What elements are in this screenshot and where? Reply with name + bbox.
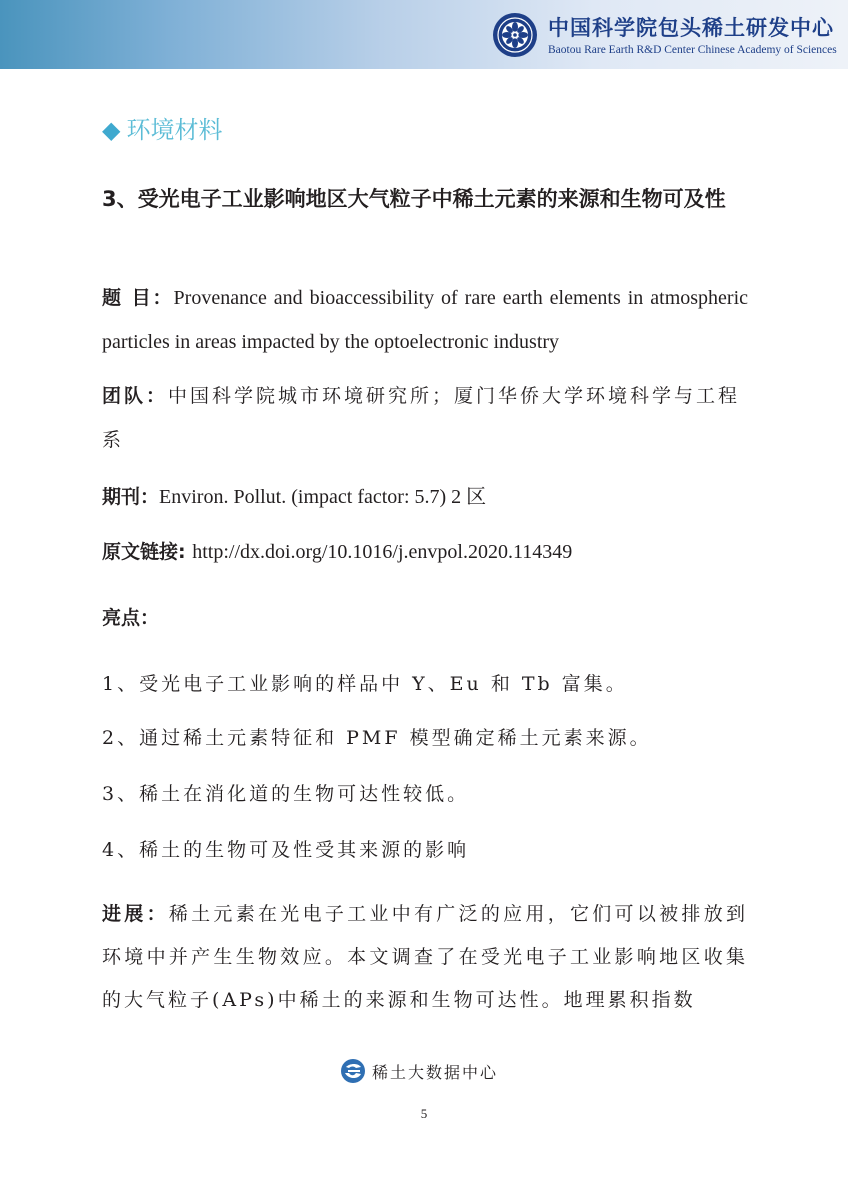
diamond-bullet-icon: ◆ <box>102 116 121 144</box>
journal-paragraph <box>102 475 748 519</box>
journal-label: 期刊： <box>102 486 160 508</box>
page-number: 5 <box>420 1106 428 1121</box>
team-paragraph <box>102 374 748 462</box>
journal-value: Environ. Pollut. (impact factor: 5.7) 2 区 <box>159 486 487 508</box>
highlights-paragraph <box>102 596 748 640</box>
section-title-text: 环境材料 <box>126 116 223 144</box>
footer-brand: 稀土大数据中心 <box>372 1063 499 1082</box>
highlight-item: 3、稀土在消化道的生物可达性较低。 <box>102 783 470 805</box>
big-data-center-logo-icon <box>340 1058 366 1084</box>
link-label: 原文链接: <box>102 541 193 563</box>
highlight-item: 2、通过稀土元素特征和 PMF 模型确定稀土元素来源。 <box>102 727 652 749</box>
topic-value: Provenance and bioaccessibility of rare earth elements in atmospheric particles in areas impacted by the optoelectronic industry <box>102 287 749 353</box>
header-banner <box>0 0 848 69</box>
topic-label: 题 目： <box>102 287 174 309</box>
topic-paragraph <box>102 276 748 364</box>
highlight-item: 1、受光电子工业影响的样品中 Y、Eu 和 Tb 富集。 <box>102 673 628 695</box>
progress-paragraph <box>102 893 748 1022</box>
doi-link[interactable]: http://dx.doi.org/10.1016/j.envpol.2020.114349 <box>192 541 573 563</box>
highlight-item: 4、稀土的生物可及性受其来源的影响 <box>102 839 470 861</box>
article-title: 3、受光电子工业影响地区大气粒子中稀土元素的来源和生物可及性 <box>102 187 726 211</box>
cas-logo-icon <box>492 12 538 58</box>
section-title <box>102 110 222 145</box>
team-value: 中国科学院城市环境研究所；厦门华侨大学环境科学与工程系 <box>102 385 741 451</box>
header-org-name-cn: 中国科学院包头稀土研发中心 <box>548 16 834 40</box>
team-label: 团队： <box>102 385 169 407</box>
link-paragraph <box>102 530 748 574</box>
progress-value: 稀土元素在光电子工业中有广泛的应用，它们可以被排放到环境中并产生生物效应。本文调查了在受光电子工业影响地区收集的大气粒子(APs)中稀土的来源和生物可达性。地理累积指数 <box>102 903 748 1011</box>
header-org-name-en: Baotou Rare Earth R&D Center Chinese Academy of Sciences <box>548 44 837 56</box>
progress-label: 进展： <box>102 903 169 925</box>
highlights-label: 亮点： <box>102 607 160 629</box>
